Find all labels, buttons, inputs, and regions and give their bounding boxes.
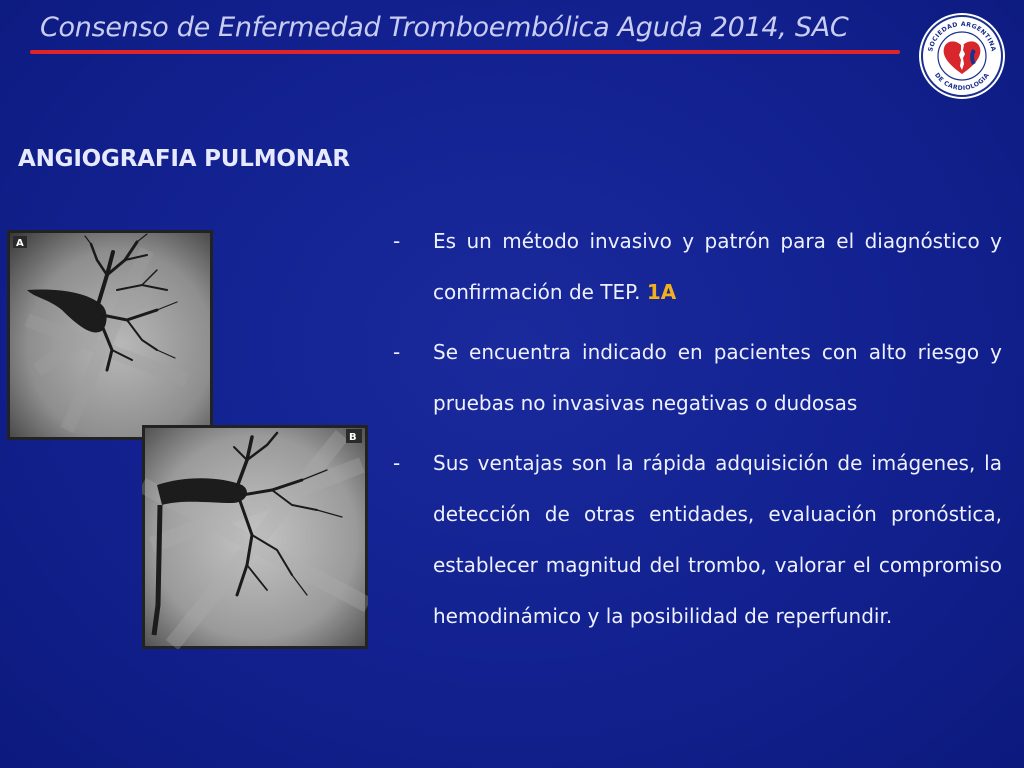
bullet-dash: - [393,451,401,475]
bullet-dash: - [393,340,401,364]
bullet-list [393,216,1002,651]
angiography-image-b [142,425,368,649]
bullet-item-2 [393,327,1002,429]
bullet-item-3 [393,438,1002,642]
bullet-text: Es un método invasivo y patrón para el diagnóstico y confirmación de TEP. [433,229,1002,304]
angiography-image-a [7,230,213,440]
bullet-item-1 [393,216,1002,318]
bullet-text: Se encuentra indicado en pacientes con alto riesgo y pruebas no invasivas negativas o dudosas [433,340,1002,415]
image-a-label: A [16,238,24,249]
logo-text-bottom: DE CARDIOLOGIA [933,71,991,93]
sac-logo [918,12,1006,100]
header-rule [30,50,900,54]
image-b-label: B [349,432,357,443]
bullet-text: Sus ventajas son la rápida adquisición de imágenes, la detección de otras entidades, evaluación pronóstica, establecer magnitud del trombo, valorar el compromiso hemodinámico y la posibilidad de reperfundir. [433,451,1002,628]
bullet-dash: - [393,229,401,253]
logo-text-top: SOCIEDAD ARGENTINA [927,20,997,53]
section-title: ANGIOGRAFIA PULMONAR [18,146,350,172]
evidence-grade-badge: 1A [646,280,677,304]
header-title: Consenso de Enfermedad Tromboembólica Aguda 2014, SAC [40,12,849,43]
